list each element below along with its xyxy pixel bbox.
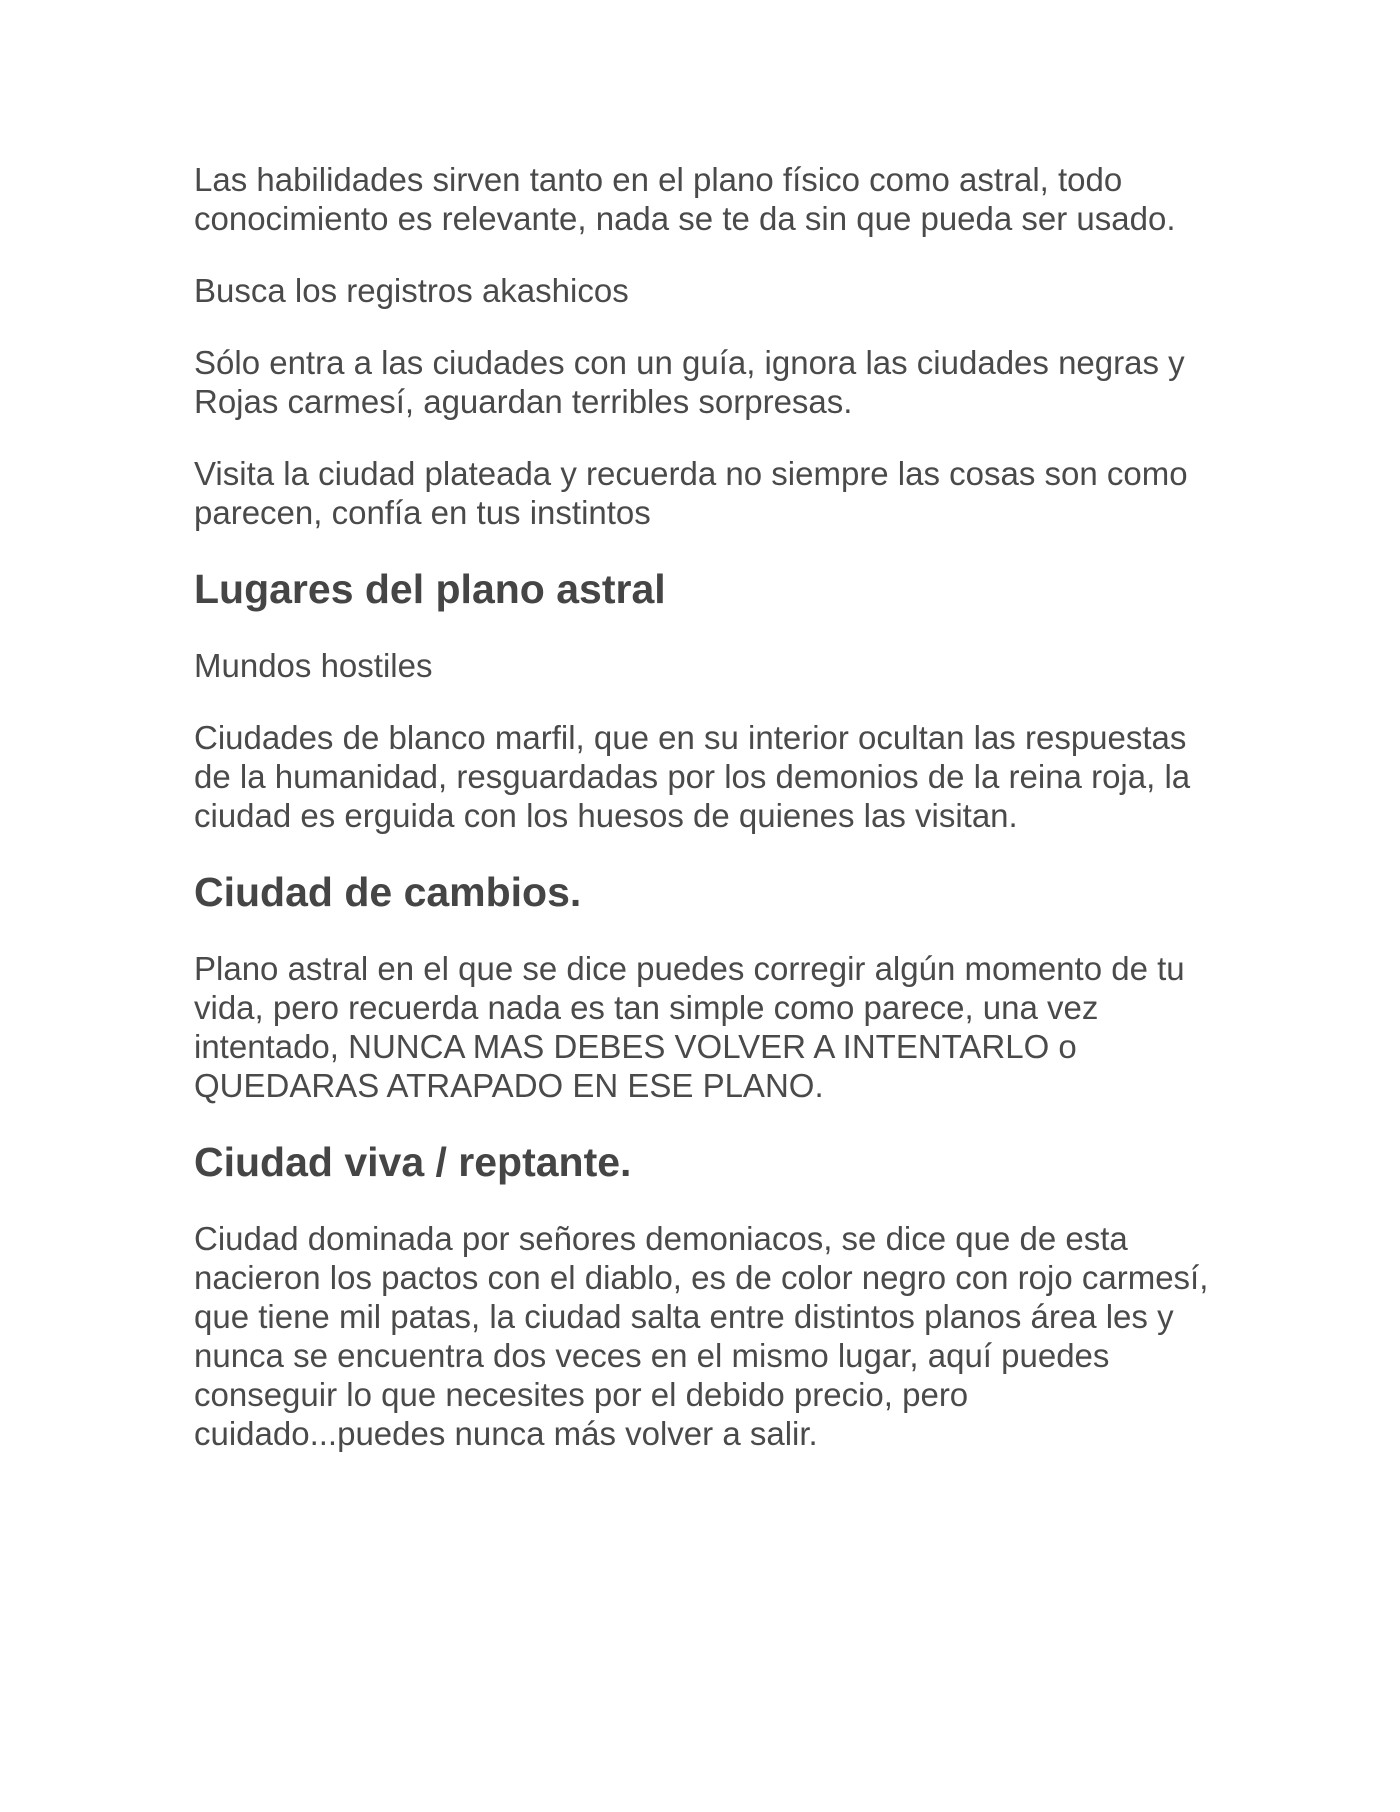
paragraph-ciudad-plateada: Visita la ciudad plateada y recuerda no siempre las cosas son como parecen, confía en tus instintos	[194, 455, 1188, 531]
paragraph-ciudades-blanco-marfil: Ciudades de blanco marfil, que en su interior ocultan las respuestas de la humanidad, resguardadas por los demonios de la reina roja, la ciudad es erguida con los huesos de quienes las visitan.	[194, 719, 1191, 834]
heading-ciudad-viva-reptante: Ciudad viva / reptante.	[194, 1139, 632, 1185]
heading-ciudad-de-cambios: Ciudad de cambios.	[194, 869, 582, 915]
paragraph-registros-akashicos: Busca los registros akashicos	[194, 272, 629, 309]
paragraph-ciudad-de-cambios: Plano astral en el que se dice puedes corregir algún momento de tu vida, pero recuerda nada es tan simple como parece, una vez intentado, NUNCA MAS DEBES VOLVER A INTENTARLO o QUEDARAS ATRAPADO EN ESE PLANO.	[194, 950, 1185, 1104]
paragraph-ciudades-guia: Sólo entra a las ciudades con un guía, ignora las ciudades negras y Rojas carmesí, aguardan terribles sorpresas.	[194, 344, 1185, 420]
document-page	[194, 160, 1224, 1486]
paragraph-habilidades: Las habilidades sirven tanto en el plano físico como astral, todo conocimiento es relevante, nada se te da sin que pueda ser usado.	[194, 161, 1176, 237]
paragraph-ciudad-viva-reptante: Ciudad dominada por señores demoniacos, se dice que de esta nacieron los pactos con el diablo, es de color negro con rojo carmesí, que tiene mil patas, la ciudad salta entre distintos planos área les y nunca se encuentra dos veces en el mismo lugar, aquí puedes conseguir lo que necesites por el debido precio, pero cuidado...puedes nunca más volver a salir.	[194, 1220, 1209, 1452]
paragraph-mundos-hostiles: Mundos hostiles	[194, 647, 433, 684]
heading-lugares-plano-astral: Lugares del plano astral	[194, 566, 666, 612]
